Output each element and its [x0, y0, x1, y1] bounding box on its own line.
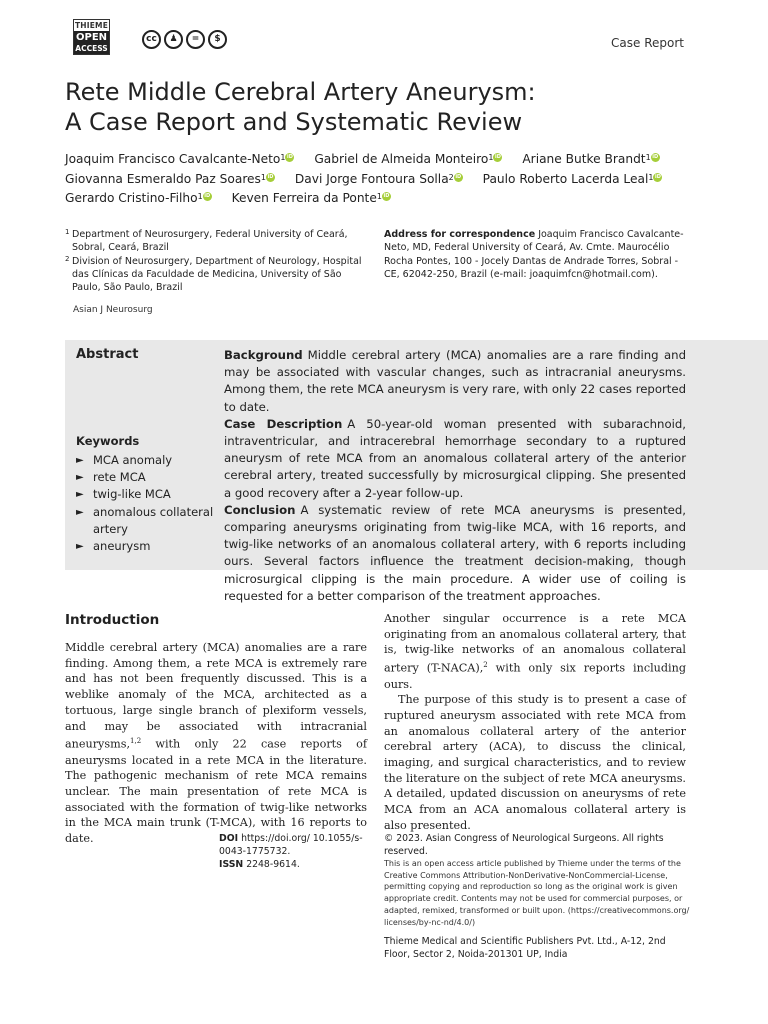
by-icon: ♟: [164, 30, 183, 49]
orcid-icon[interactable]: iD: [287, 154, 293, 160]
keyword-item: ► aneurysm: [76, 538, 216, 555]
paragraph: Another singular occurrence is a rete MCA originating from an anomalous collateral artery, that is, twig-like networks of an anomalous collateral artery (T-NACA),$^2$ with only six reports including ours.: [384, 612, 686, 691]
affiliation-item: 1 Department of Neurosurgery, Federal University of Ceará, Sobral, Ceará, Brazil: [65, 228, 348, 254]
keywords-heading: Keywords: [76, 434, 140, 448]
author: Ariane Butke Brandt$^1$ iD: [522, 152, 659, 166]
abstract-conclusion: Conclusion A systematic review of rete MCA aneurysms is presented, comparing aneurysms originating from twig-like MCA, with 16 reports, and twig-like networks of an anomalous collateral artery, with 6 reports including ours. Several factors influence the treatment decision-making, though microsurgical clipping is the main procedure. A wider use of coiling is requested for a better comparison of the treatment approaches.: [224, 502, 686, 603]
keyword-item: ► anomalous collateral artery: [76, 504, 214, 536]
article-title: [65, 77, 705, 137]
title-line-1: Rete Middle Cerebral Artery Aneurysm:: [65, 78, 536, 106]
nd-icon: =: [186, 30, 205, 49]
orcid-icon[interactable]: iD: [652, 154, 659, 160]
abstract-background: Background Middle cerebral artery (MCA) anomalies are a rare finding and may be associated with vascular changes, such as intracranial aneurysms. Among them, the rete MCA aneurysm is very rare, with only 22 cases reported to date.: [224, 348, 686, 414]
author: Keven Ferreira da Ponte$^1$ iD: [231, 191, 390, 205]
author-list: [65, 150, 715, 209]
keywords-list: [76, 452, 216, 555]
arrow-icon: ►: [76, 506, 84, 518]
paragraph: The purpose of this study is to present a case of ruptured aneurysm associated with rete MCA from an anomalous collateral artery of the anterior cerebral artery (ACA), to discuss the clinical, imaging, and surgical characteristics, and to review the literature on the subject of rete MCA aneurysms. A detailed, updated discussion on aneurysms of rete MCA from an ACA anomalous collateral artery is also presented.: [384, 693, 686, 832]
abstract-body: [224, 347, 686, 605]
affiliations: [65, 228, 365, 294]
orcid-icon[interactable]: iD: [495, 154, 501, 160]
publisher-address: Thieme Medical and Scientific Publishers Pvt. Ltd., A-12, 2nd Floor, Sector 2, Noida-201301 UP, India: [384, 936, 666, 960]
logo-line-3: ACCESS: [75, 44, 108, 53]
orcid-icon[interactable]: iD: [455, 173, 462, 180]
author: Joaquim Francisco Cavalcante-Neto$^1$ iD: [65, 152, 293, 166]
copyright-notice: © 2023. Asian Congress of Neurological Surgeons. All rights reserved.: [384, 833, 664, 857]
author: Gabriel de Almeida Monteiro$^1$ iD: [314, 152, 501, 166]
introduction-heading: Introduction: [65, 612, 160, 628]
keyword-item: ► twig-like MCA: [76, 486, 216, 503]
cc-icon: cc: [142, 30, 161, 49]
arrow-icon: ►: [76, 489, 84, 501]
correspondence-address: [384, 228, 694, 281]
doi-issn-block: DOI https://doi.org/ 10.1055/s-0043-1775732. ISSN 2248-9614.: [219, 833, 363, 870]
arrow-icon: ►: [76, 455, 84, 466]
journal-name: Asian J Neurosurg: [73, 305, 153, 315]
introduction-column-right: [384, 611, 686, 834]
correspondence-label: Address for correspondence: [384, 229, 536, 240]
article-type-label: Case Report: [611, 36, 684, 50]
author: Gerardo Cristino-Filho$^1$ iD: [65, 191, 211, 205]
introduction-column-left: [65, 640, 367, 847]
logo-line-2: OPEN: [75, 32, 108, 43]
abstract-heading: Abstract: [76, 347, 139, 362]
thieme-open-access-logo: [73, 19, 110, 55]
arrow-icon: ►: [76, 541, 84, 553]
logo-line-1: THIEME: [74, 21, 109, 30]
orcid-icon[interactable]: iD: [383, 193, 390, 199]
correspondence-text: Joaquim Francisco Cavalcante-Neto, MD, Federal University of Ceará, Av. Cmte. Maurocélio Rocha Pontes, 100 - Jocely Dantas de Andrade Torres, Sobral - CE, 62042-250, Brazil (e-mail: joaquimfcn@hotmail.com).: [384, 229, 684, 280]
orcid-icon[interactable]: iD: [655, 173, 661, 180]
doi-link[interactable]: https://doi.org/ 10.1055/s-0043-1775732.: [219, 833, 363, 857]
abstract-case-description: Case Description A 50-year-old woman presented with subarachnoid, intraventricular, and intracerebral hemorrhage secondary to a ruptured aneurysm of rete MCA from an anomalous collateral artery of the anterior cerebral artery, treated successfully by microsurgical clipping. She presented a good recovery after a 2-year follow-up.: [224, 416, 686, 500]
keyword-item: ► MCA anomaly: [76, 452, 216, 469]
orcid-icon[interactable]: iD: [204, 193, 211, 199]
arrow-icon: ►: [76, 472, 84, 484]
author: Giovanna Esmeraldo Paz Soares$^1$ iD: [65, 171, 274, 186]
affiliation-item: 2 Division of Neurosurgery, Department of Neurology, Hospital das Clínicas da Faculdade de Medicina, University of São Paulo, São Paulo, Brazil: [65, 254, 362, 294]
license-text: This is an open access article published by Thieme under the terms of the Creative Commons Attribution-NonDerivative-NonCommercial-License, permitting copying and reproduction so long as the original work is given appropriate credit. Contents may not be used for commercial purposes, or adapted, remixed, transformed or built upon. (https://creativecommons.org/ licenses/by-nc-nd/4.0/): [384, 859, 690, 927]
keyword-item: ► rete MCA: [76, 469, 216, 486]
creative-commons-icons: [142, 30, 227, 50]
paragraph: Middle cerebral artery (MCA) anomalies are a rare finding. Among them, a rete MCA is extremely rare and has not been frequently discussed. This is a weblike anomaly of the MCA, architected as a tortuous, large single branch of plexiform vessels, and may be associated with intracranial aneurysms,$^{1,2}$ with only 22 case reports of aneurysms located in a rete MCA in the literature. The pathogenic mechanism of rete MCA remains unclear. The main presentation of rete MCA is associated with the formation of twig-like networks in the MCA main trunk (T-MCA), with 16 reports to date.: [65, 641, 367, 846]
orcid-icon[interactable]: iD: [267, 173, 274, 180]
nc-icon: $: [208, 30, 227, 49]
author: Paulo Roberto Lacerda Leal$^1$ iD: [482, 171, 661, 186]
author: Davi Jorge Fontoura Solla$^2$ iD: [294, 171, 462, 186]
title-line-2: A Case Report and Systematic Review: [65, 108, 523, 136]
